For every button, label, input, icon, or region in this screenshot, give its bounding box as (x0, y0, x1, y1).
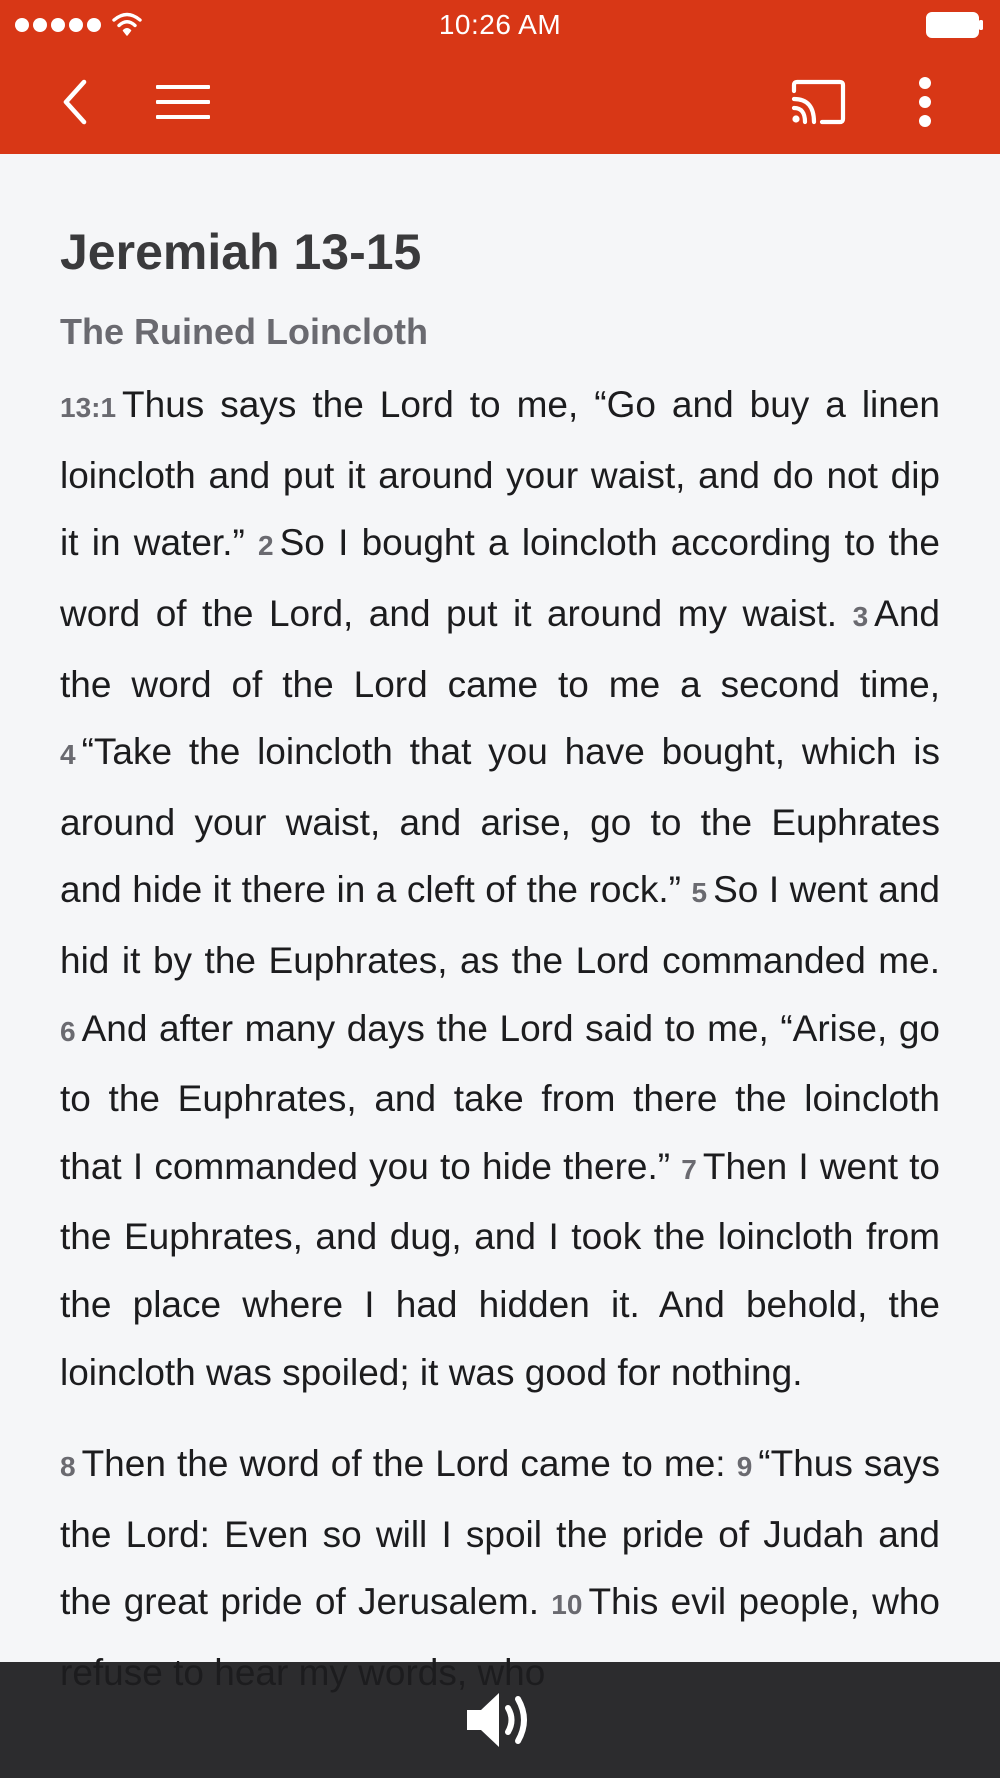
cast-icon (790, 79, 846, 125)
verse-text: And the word of the Lord came to me a second time, (60, 592, 940, 705)
verse-text: Then the word of the Lord came to me: (81, 1443, 726, 1485)
verse-number: 9 (736, 1451, 753, 1483)
reading-pane (60, 154, 940, 1706)
passage-paragraph (60, 371, 940, 1406)
verse-number: 6 (60, 1015, 76, 1047)
verse-text: Then I went to the Euphrates, and dug, and I took the loincloth from the place where I had hidden it. And behold, the loincloth was spoiled; it was good for nothing. (60, 1145, 941, 1393)
audio-player-bar (0, 1662, 1000, 1778)
verse-number: 4 (60, 739, 76, 771)
battery-icon (926, 12, 984, 38)
navigation-bar (0, 50, 1000, 154)
hamburger-menu-icon (156, 82, 210, 122)
verse-text: “Thus says the Lord: Even so will I spoil the pride of Judah and the great pride of Jerusalem. (60, 1443, 941, 1623)
audio-play-button[interactable] (463, 1684, 537, 1756)
verse-text: Thus says the Lord to me, “Go and buy a linen loincloth and put it around your waist, and do not dip it in water.” (60, 384, 940, 564)
app-header (0, 0, 1000, 154)
status-time: 10:26 AM (438, 9, 562, 40)
verse-text: And after many days the Lord said to me, “Arise, go to the Euphrates, and take from there the loincloth that I commanded you to hide there.” (60, 1007, 940, 1187)
more-vertical-icon (917, 76, 933, 128)
more-options-button[interactable] (895, 50, 955, 154)
verse-number: 10 (551, 1589, 583, 1621)
section-heading: The Ruined Loincloth (60, 311, 428, 352)
verse-text: This evil people, who (588, 1581, 940, 1623)
verse-number: 5 (691, 877, 708, 909)
menu-button[interactable] (145, 50, 220, 154)
verse-text: “Take the loincloth that you have bought, which is around your waist, and arise, go to the Euphrates and hide it there in a cleft of the rock.” (60, 731, 940, 911)
verse[interactable] (60, 1443, 726, 1484)
verse-number: 7 (681, 1153, 697, 1185)
back-button[interactable] (40, 50, 110, 154)
verse-number: 13:1 (60, 392, 117, 424)
cast-button[interactable] (780, 50, 855, 154)
chevron-left-icon (58, 78, 92, 126)
verse-number: 3 (852, 600, 869, 632)
status-bar (0, 0, 1000, 50)
verse-text: So I bought a loincloth according to the word of the Lord, and put it around my waist. (60, 522, 940, 634)
chapter-title: Jeremiah 13-15 (60, 224, 422, 280)
verse-text: So I went and hid it by the Euphrates, as the Lord commanded me. (60, 869, 940, 981)
speaker-icon (463, 1684, 537, 1756)
verse-number: 2 (258, 530, 274, 562)
verse-number: 8 (60, 1451, 76, 1483)
